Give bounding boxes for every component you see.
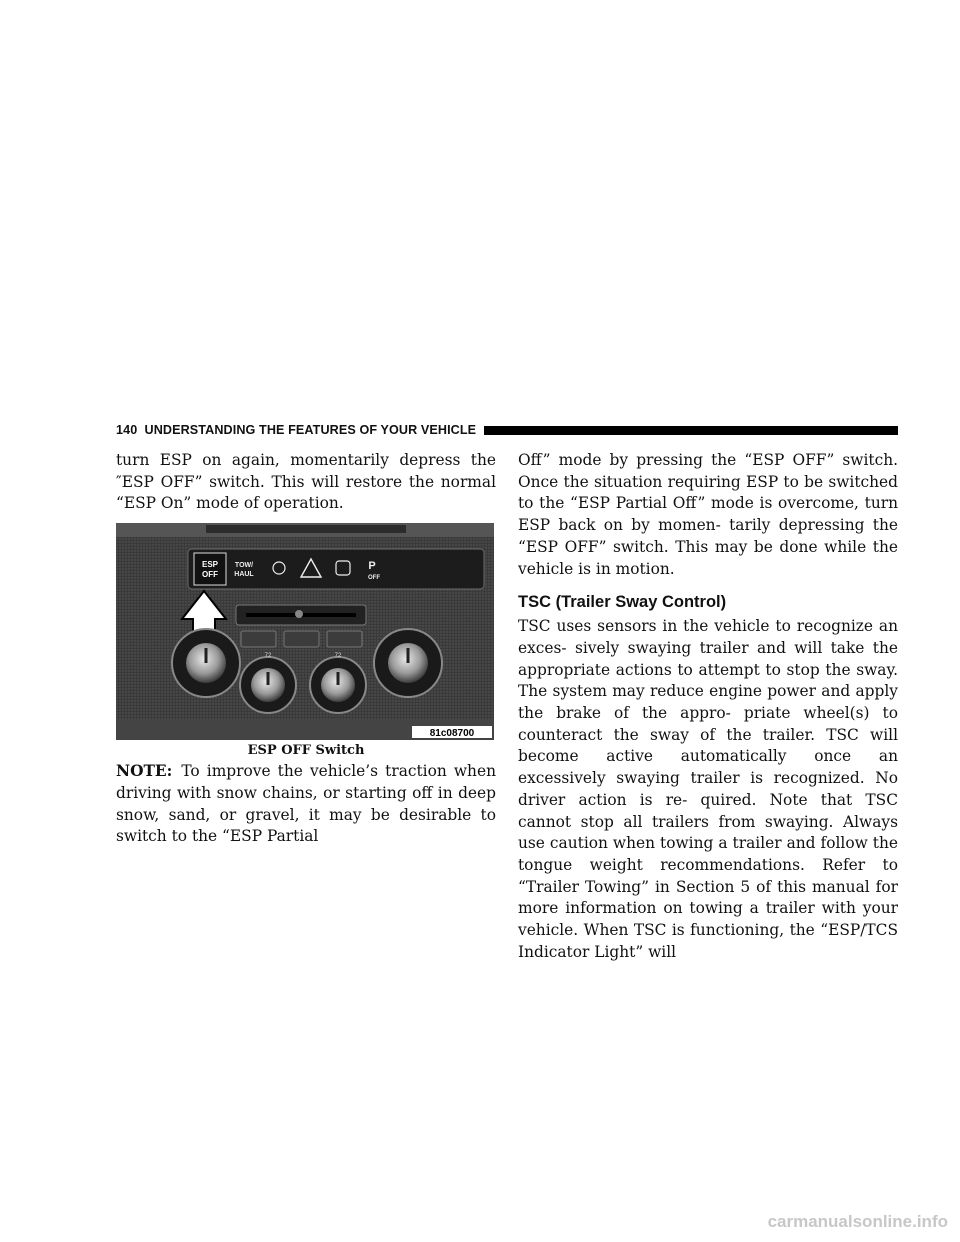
dial-mark-right: 72 [334, 653, 342, 660]
dashboard-illustration [116, 523, 494, 740]
park-label-line1: P [368, 560, 376, 573]
esp-label-line1: ESP [201, 560, 219, 570]
tsc-heading: TSC (Trailer Sway Control) [518, 593, 727, 612]
page-header [116, 420, 898, 440]
header-rule [484, 426, 898, 435]
esp-partial-paragraph: Off” mode by pressing the “ESP OFF” switch. Once the situation requiring ESP to be switched to the “ESP Partial Off” mode is overcome, turn ESP back on by momen- tarily depressing the “ESP OFF” switch. This may be done while the vehicle is in motion. [518, 451, 898, 578]
esp-off-switch-figure [116, 523, 494, 740]
park-label-line2: OFF [368, 575, 380, 582]
dial-mark-left: 72 [264, 653, 272, 660]
page-number: 140 [116, 423, 138, 437]
intro-paragraph: turn ESP on again, momentarily depress the ″ESP OFF” switch. This will restore the normal “ESP On” mode of operation. [116, 451, 496, 513]
header-title [116, 423, 476, 437]
tow-label-line2: HAUL [234, 571, 254, 579]
figure-code: 81c08700 [429, 728, 475, 740]
esp-label-line2: OFF [202, 570, 218, 580]
note-paragraph [116, 761, 496, 848]
note-label: NOTE: [116, 762, 173, 781]
tsc-paragraph: TSC uses sensors in the vehicle to recognize an exces- sively swaying trailer and will take the appropriate actions to attempt to stop the sway. The system may reduce engine power and apply the brake of the appro- priate wheel(s) to counteract the sway of the trailer. TSC will become active automatically once an excessively swaying trailer is recognized. No driver action is re- quired. Note that TSC cannot stop all trailers from swaying. Always use caution when towing a trailer and follow the tongue weight recommendations. Refer to “Trailer Towing” in Section 5 of this manual for more information on towing a trailer with your vehicle. When TSC is functioning, the “ESP/TCS Indicator Light” will [518, 617, 898, 961]
section-title: UNDERSTANDING THE FEATURES OF YOUR VEHICLE [144, 423, 477, 437]
tow-label-line1: TOW/ [234, 562, 254, 570]
note-text: To improve the vehicle’s traction when driving with snow chains, or starting off in deep snow, sand, or gravel, it may be desirable to switch to the “ESP Partial [116, 762, 496, 846]
right-column [518, 450, 898, 963]
watermark: carmanualsonline.info [767, 1212, 948, 1231]
left-column [116, 450, 496, 848]
figure-caption: ESP OFF Switch [247, 743, 365, 759]
